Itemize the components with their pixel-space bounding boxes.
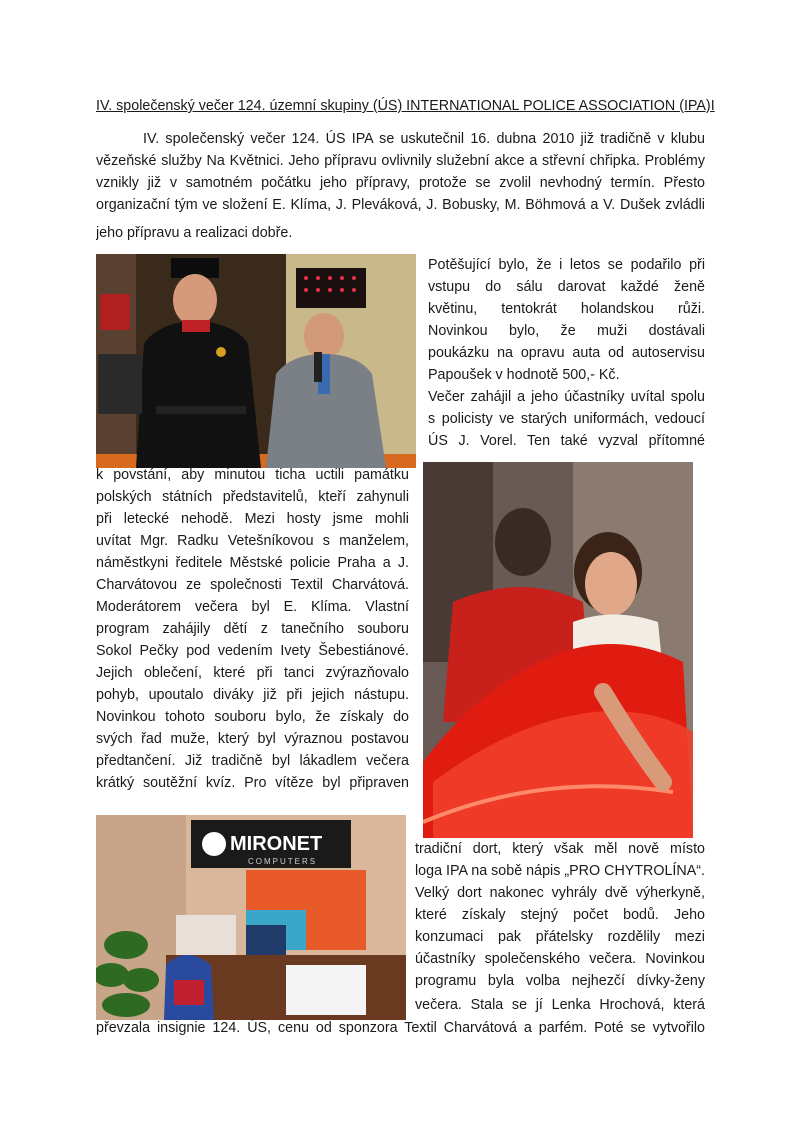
text-line: vězeňské služby Na Květnici. Jeho přípravu ovlivnily služební akce a střevní chřipka. Problémy xyxy=(96,153,705,169)
text-line: Sokol Pečky pod vedením Ivety Šebestiánové. xyxy=(96,643,409,659)
text-line: loga IPA na sobě nápis „PRO CHYTROLÍNA“. xyxy=(415,863,705,879)
banner-logo-text: MIRONET xyxy=(230,833,323,855)
text-line: Novinkou tohoto souboru bylo, že získaly do xyxy=(96,709,409,725)
text-line: krátký soutěžní kvíz. Pro vítěze byl připraven xyxy=(96,775,409,791)
photo-dancer xyxy=(423,462,693,838)
text-line: ÚS J. Vorel. Ten také vyzval přítomné xyxy=(428,433,705,449)
text-line: vznikly již v samotném počátku jeho přípravy, protože se zvolil nevhodný termín. Přesto xyxy=(96,175,705,191)
text-line: při letecké nehodě. Mezi hosty jsme mohli xyxy=(96,511,409,527)
text-line: květinu, tentokrát holandskou růži. xyxy=(428,301,705,317)
photo-officer-and-speaker xyxy=(96,254,416,468)
text-line: polských státních představitelů, kteří zahynuli xyxy=(96,489,409,505)
text-line: Večer zahájil a jeho účastníky uvítal spolu xyxy=(428,389,705,405)
text-line: programu byla volba nejhezčí dívky-ženy xyxy=(415,973,705,989)
text-line-full-width: převzala insignie 124. ÚS, cenu od sponzora Textil Charvátová a parfém. Poté se vytvořilo xyxy=(96,1020,705,1036)
text-line: tradiční dort, který však měl nově místo xyxy=(415,841,705,857)
text-line: Charvátovou ze společnosti Textil Charvátová. xyxy=(96,577,409,593)
text-line: pohyb, upoutalo diváky již při jejich nástupu. xyxy=(96,687,409,703)
text-line: Papoušek v hodnotě 500,- Kč. xyxy=(428,367,620,383)
text-line: které získaly stejný počet bodů. Jeho xyxy=(415,907,705,923)
text-line: Velký dort nakonec vyhrály dvě výherkyně, xyxy=(415,885,705,901)
text-line: konzumaci pak přátelsky rozdělily mezi xyxy=(415,929,705,945)
text-line: organizační tým ve složení E. Klíma, J. Pleváková, J. Bobusky, M. Böhmová a V. Dušek zvládli xyxy=(96,197,705,213)
text-line: Novinkou bylo, že muži dostávali xyxy=(428,323,705,339)
banner-sub-text: COMPUTERS xyxy=(248,857,318,866)
photo-sponsor-prizes xyxy=(96,815,406,1020)
text-line: účastníky společenského večera. Novinkou xyxy=(415,951,705,967)
article-title: IV. společenský večer 124. územní skupiny (ÚS) INTERNATIONAL POLICE ASSOCIATION (IPA)I xyxy=(96,98,715,114)
text-line: náměstkyni ředitele Městské policie Praha a J. xyxy=(96,555,409,571)
text-line: k povstání, aby minutou ticha uctili památku xyxy=(96,467,409,483)
text-line: Jejich oblečení, které při tanci zvýrazňovalo xyxy=(96,665,409,681)
text-line: Moderátorem večera byl E. Klíma. Vlastní xyxy=(96,599,409,615)
text-line: s policisty ve starých uniformách, vedoucí xyxy=(428,411,705,427)
text-line: svých řad muže, který byl výraznou postavou xyxy=(96,731,409,747)
text-line: jeho přípravu a realizaci dobře. xyxy=(96,225,293,241)
text-line: večera. Stala se jí Lenka Hrochová, která xyxy=(415,997,705,1013)
text-line: poukázku na opravu auta od autoservisu xyxy=(428,345,705,361)
text-line: Potěšující bylo, že i letos se podařilo při xyxy=(428,257,705,273)
text-line: IV. společenský večer 124. ÚS IPA se uskutečnil 16. dubna 2010 již tradičně v klubu xyxy=(143,131,705,147)
text-line: předtančení. Již tradičně byl lákadlem večera xyxy=(96,753,409,769)
text-line: vstupu do sálu darovat každé ženě xyxy=(428,279,705,295)
text-line: program zahájily dětí z tanečního souboru xyxy=(96,621,409,637)
text-line: uvítat Mgr. Radku Vetešníkovou s manželem, xyxy=(96,533,409,549)
